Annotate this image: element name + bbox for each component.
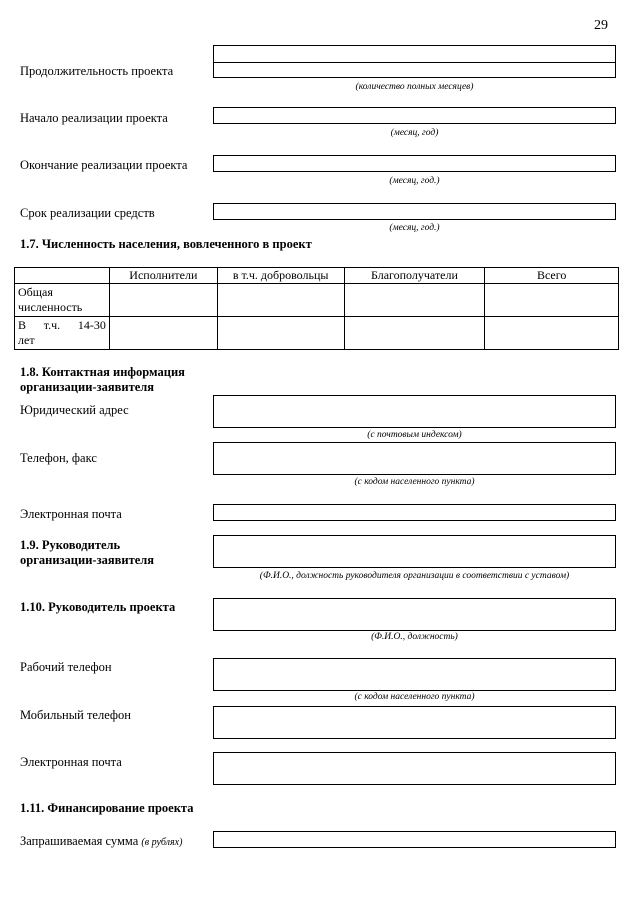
- table-header-row: [15, 268, 619, 284]
- table-cell[interactable]: [217, 284, 344, 317]
- project-duration-field[interactable]: [213, 45, 616, 78]
- requested-amount-field[interactable]: [213, 831, 616, 848]
- table-header-cell: Исполнители: [109, 268, 217, 284]
- table-row: [15, 284, 619, 317]
- project-end-hint: (месяц, год.): [389, 176, 440, 186]
- section-1-11-title: 1.11. Финансирование проекта: [20, 801, 194, 815]
- org-head-field[interactable]: [213, 535, 616, 568]
- project-start-label: Начало реализации проекта: [20, 111, 168, 125]
- section-1-9-title-line2: организации-заявителя: [20, 553, 155, 567]
- funds-period-hint: (месяц, год.): [389, 223, 440, 233]
- table-cell[interactable]: [344, 284, 485, 317]
- table-cell[interactable]: [485, 317, 619, 350]
- mobile-phone-label: Мобильный телефон: [20, 708, 131, 722]
- project-email-field[interactable]: [213, 752, 616, 785]
- work-phone-hint: (с кодом населенного пункта): [354, 692, 475, 702]
- project-end-label: Окончание реализации проекта: [20, 158, 188, 172]
- project-start-hint: (месяц, год): [390, 128, 439, 138]
- table-cell[interactable]: [109, 284, 217, 317]
- org-email-field[interactable]: [213, 504, 616, 521]
- project-start-field[interactable]: [213, 107, 616, 124]
- section-1-8-title-line1: 1.8. Контактная информация: [20, 365, 185, 379]
- funds-period-field[interactable]: [213, 203, 616, 220]
- project-duration-hint: (количество полных месяцев): [355, 82, 474, 92]
- requested-amount-label-wrap: [20, 834, 182, 849]
- table-header-cell: Благополучатели: [344, 268, 485, 284]
- project-email-label: Электронная почта: [20, 755, 122, 769]
- legal-address-field[interactable]: [213, 395, 616, 428]
- section-1-8-title-line2: организации-заявителя: [20, 380, 155, 394]
- section-1-10-title: 1.10. Руководитель проекта: [20, 600, 176, 614]
- requested-amount-unit: (в рублях): [141, 837, 183, 848]
- requested-amount-label: Запрашиваемая сумма: [20, 834, 139, 848]
- project-head-hint: (Ф.И.О., должность): [371, 632, 458, 642]
- table-cell[interactable]: [485, 284, 619, 317]
- org-head-hint: (Ф.И.О., должность руководителя организации в соответствии с уставом): [259, 571, 570, 581]
- phone-fax-label: Телефон, факс: [20, 451, 97, 465]
- table-cell[interactable]: [217, 317, 344, 350]
- row-label-youth: [15, 317, 110, 350]
- table-cell[interactable]: [109, 317, 217, 350]
- funds-period-label: Срок реализации средств: [20, 206, 155, 220]
- work-phone-field[interactable]: [213, 658, 616, 691]
- org-email-label: Электронная почта: [20, 507, 122, 521]
- section-1-9-title: [20, 538, 154, 568]
- population-table: [14, 267, 619, 350]
- row-label-youth-line2: лет: [18, 333, 35, 347]
- field-divider: [214, 62, 615, 63]
- legal-address-hint: (с почтовым индексом): [367, 430, 462, 440]
- mobile-phone-field[interactable]: [213, 706, 616, 739]
- row-label-total: Общая численность: [15, 284, 110, 317]
- table-header-cell: Всего: [485, 268, 619, 284]
- phone-fax-hint: (с кодом населенного пункта): [354, 477, 475, 487]
- section-1-8-title: [20, 365, 185, 395]
- row-label-youth-line1: В т.ч. 14-30: [18, 318, 106, 332]
- legal-address-label: Юридический адрес: [20, 403, 129, 417]
- page-number: 29: [594, 18, 608, 33]
- section-1-9-title-line1: 1.9. Руководитель: [20, 538, 121, 552]
- table-row: [15, 317, 619, 350]
- work-phone-label: Рабочий телефон: [20, 660, 112, 674]
- section-1-7-title: 1.7. Численность населения, вовлеченного в проект: [20, 237, 312, 251]
- project-duration-label: Продолжительность проекта: [20, 64, 174, 78]
- table-cell[interactable]: [344, 317, 485, 350]
- table-header-cell: в т.ч. добровольцы: [217, 268, 344, 284]
- table-header-cell: [15, 268, 110, 284]
- project-head-field[interactable]: [213, 598, 616, 631]
- project-end-field[interactable]: [213, 155, 616, 172]
- phone-fax-field[interactable]: [213, 442, 616, 475]
